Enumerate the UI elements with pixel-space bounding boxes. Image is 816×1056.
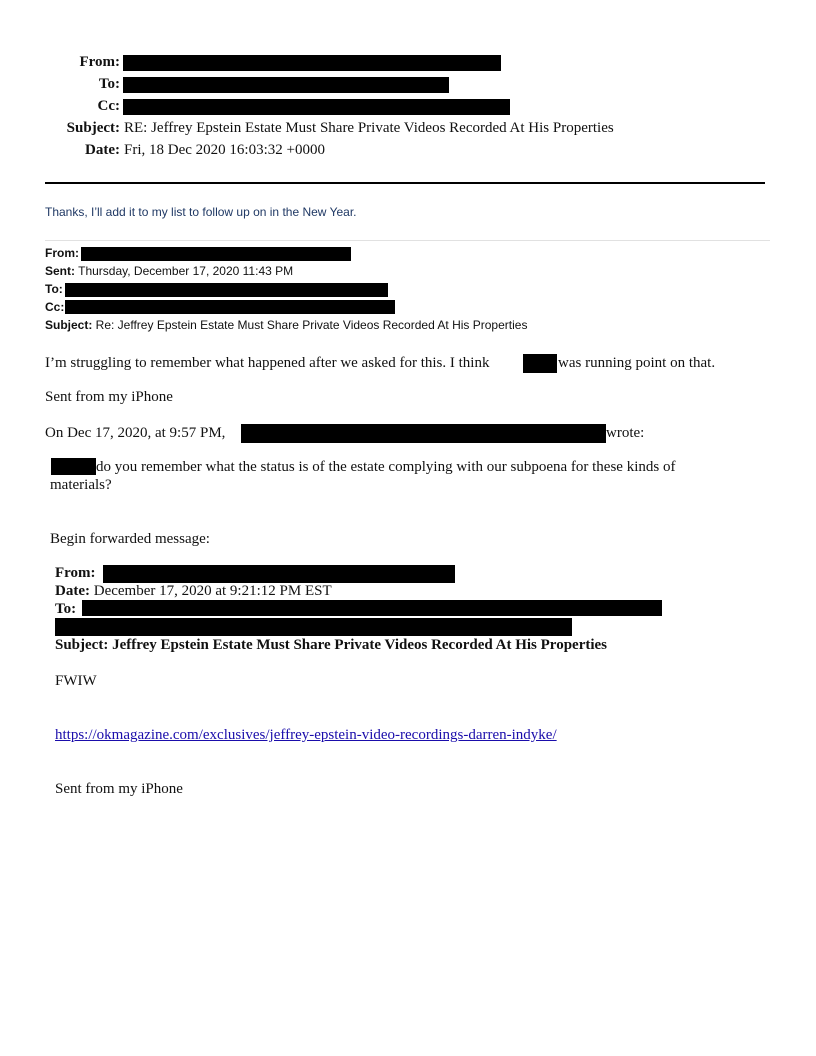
on-date-prefix: On Dec 17, 2020, at 9:57 PM, [45,425,226,441]
redaction-block [103,565,455,583]
subject-value: RE: Jeffrey Epstein Estate Must Share Private Videos Recorded At His Properties [124,120,614,136]
from-label: From: [79,54,120,70]
fwd-to-label: To: [55,601,77,617]
redaction-block [51,458,96,475]
fwd-signature: Sent from my iPhone [55,781,183,797]
subject-label: Subject: [66,120,120,136]
date-value: Fri, 18 Dec 2020 16:03:32 +0000 [124,142,325,158]
redaction-block [55,618,572,636]
reply-text: Thanks, I’ll add it to my list to follow up on in the New Year. [45,205,357,219]
fwd-date-row [55,583,332,600]
date-label: Date: [85,142,120,158]
redaction-block [81,247,351,261]
redaction-block [123,55,501,71]
quoted-subject-row [45,318,527,332]
quoted-from-label: From: [45,246,79,260]
fwd-subject-row [55,637,607,654]
quoted-sent-row [45,264,293,278]
redaction-block [82,600,662,616]
cc-label: Cc: [97,98,120,114]
redaction-block [523,354,557,373]
quoted-body-after: was running point on that. [558,355,716,371]
redaction-block [123,99,510,115]
fwd-from-label: From: [55,565,96,581]
quoted2-line2: materials? [50,477,112,493]
quoted-cc-label: Cc: [45,300,65,314]
quoted-sent-value: Thursday, December 17, 2020 11:43 PM [75,264,294,278]
begin-forwarded: Begin forwarded message: [50,531,210,547]
redaction-block [123,77,449,93]
quoted-subject-label: Subject: [45,318,93,332]
redaction-block [65,300,395,314]
fwd-subject-label: Subject: [55,637,109,653]
redaction-block [65,283,388,297]
header-divider [45,182,765,184]
to-label: To: [98,76,120,92]
fwd-fwiw: FWIW [55,673,97,689]
fwd-date-label: Date: [55,583,90,599]
article-link[interactable]: https://okmagazine.com/exclusives/jeffrey-epstein-video-recordings-darren-indyke/ [55,727,557,743]
quoted-sent-label: Sent: [45,264,75,278]
quoted-from-row [45,246,79,260]
quoted2-line1: do you remember what the status is of the estate complying with our subpoena for these kinds of [96,459,676,475]
quoted-to-label: To: [45,282,63,296]
quoted-subject-value: Re: Jeffrey Epstein Estate Must Share Private Videos Recorded At His Properties [92,318,528,332]
quote-divider [45,240,770,241]
fwd-date-value: December 17, 2020 at 9:21:12 PM EST [89,583,332,599]
fwd-subject-value: Jeffrey Epstein Estate Must Share Private Videos Recorded At His Properties [108,637,608,653]
quoted-body-before: I’m struggling to remember what happened after we asked for this. I think [45,355,490,371]
redaction-block [241,424,606,443]
quoted-cc-row [45,300,64,314]
on-date-suffix: wrote: [606,425,645,441]
quoted-to-row [45,282,63,296]
quoted-signature: Sent from my iPhone [45,389,173,405]
